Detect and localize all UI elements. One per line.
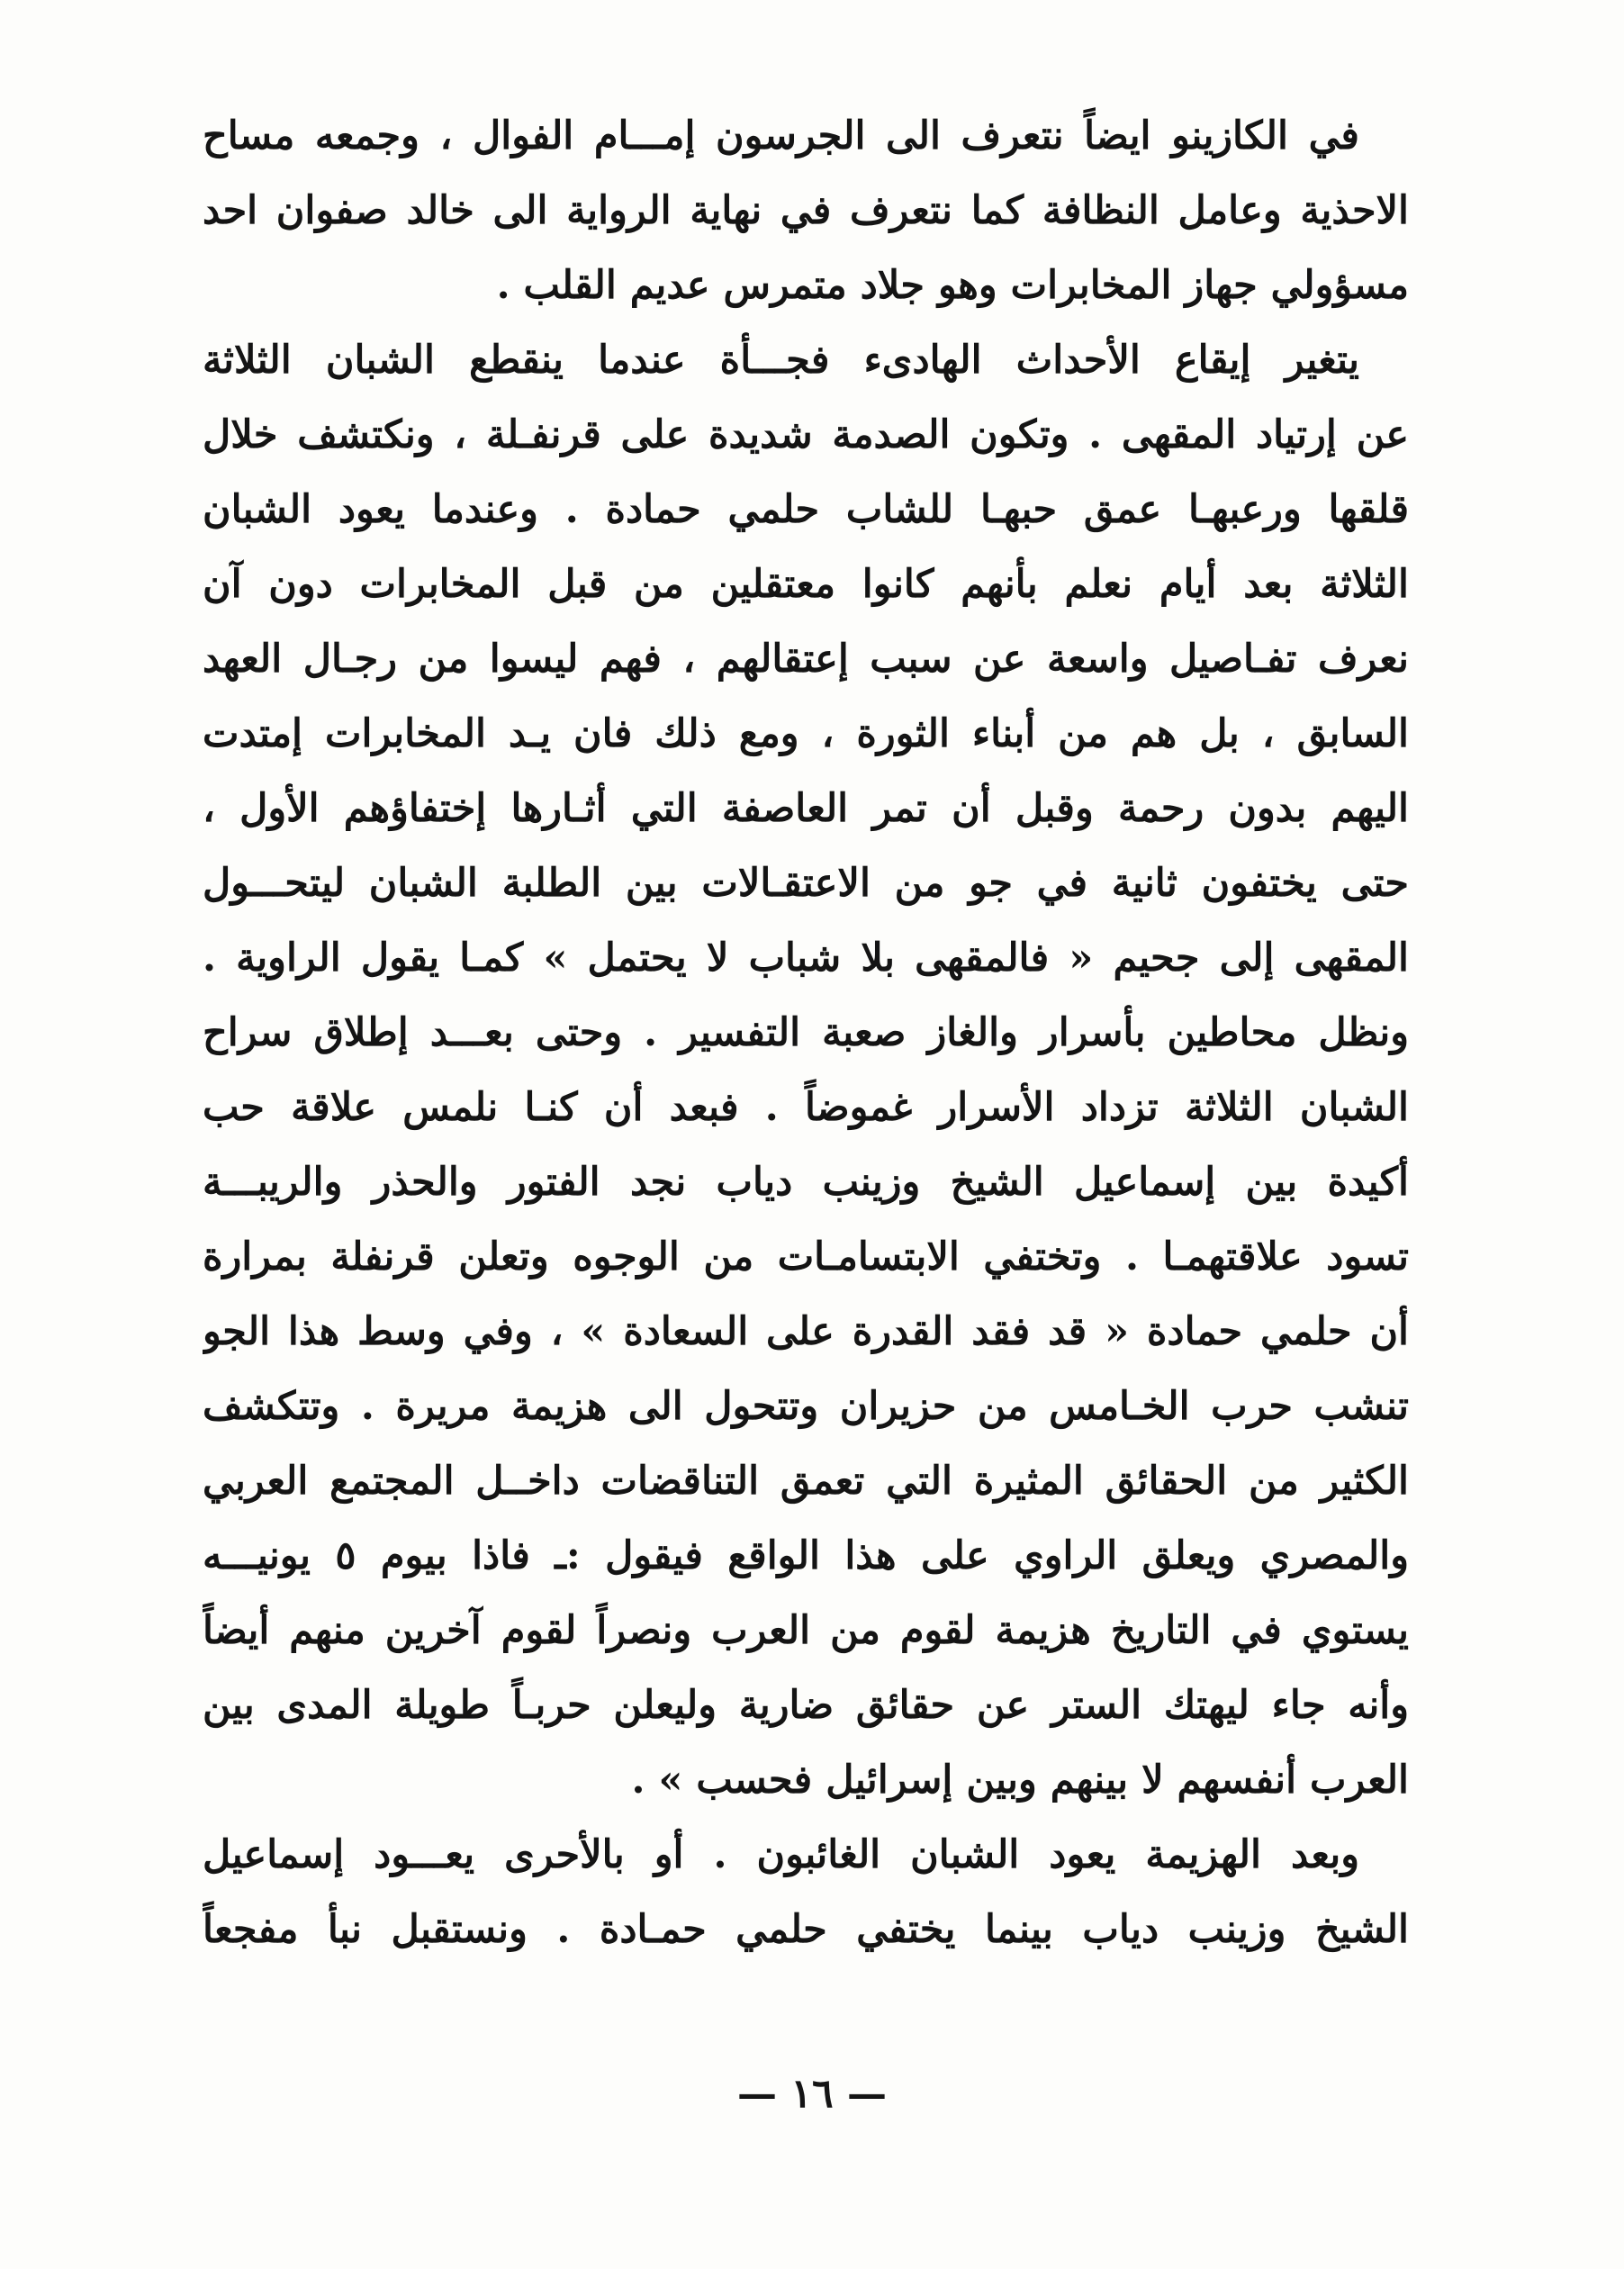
text-line: المقهى إلى جحيم « فالمقهى بلا شباب لا يحتمل » كمـا يقول الراوية .: [203, 936, 1409, 981]
text-line: الاحذية وعامل النظافة كما نتعرف في نهاية الرواية الى خالد صفوان احد: [203, 188, 1409, 233]
text-line: يتغير إيقاع الأحداث الهادىء فجـــأة عندما ينقطع الشبان الثلاثة: [203, 338, 1359, 383]
text-line: نعرف تفـاصيل واسعة عن سبب إعتقالهم ، فهم ليسوا من رجـال العهد: [203, 637, 1409, 682]
text-line: يستوي في التاريخ هزيمة لقوم من العرب ونصراً لقوم آخرين منهم أيضاً: [203, 1608, 1409, 1653]
text-line: عن إرتياد المقهى . وتكون الصدمة شديدة على قرنفـلة ، ونكتشف خلال: [203, 412, 1409, 457]
text-line: الثلاثة بعد أيام نعلم بأنهم كانوا معتقلين من قبل المخابرات دون آن: [203, 562, 1409, 607]
page-number: — ١٦ —: [737, 2071, 887, 2117]
text-line: تسود علاقتهمـا . وتختفي الابتسامـات من الوجوه وتعلن قرنفلة بمرارة: [203, 1234, 1409, 1279]
text-line: وأنه جاء ليهتك الستر عن حقائق ضارية وليعلن حربـاً طويلة المدى بين: [203, 1683, 1409, 1728]
text-line: السابق ، بل هم من أبناء الثورة ، ومع ذلك فان يـد المخابرات إمتدت: [203, 711, 1409, 756]
text-line: قلقها ورعبهـا عمق حبهـا للشاب حلمي حمادة . وعندما يعود الشبان: [203, 487, 1409, 532]
text-line: حتى يختفون ثانية في جو من الاعتقـالات بين الطلبة الشبان ليتحـــول: [203, 861, 1409, 906]
text-line: مسؤولي جهاز المخابرات وهو جلاد متمرس عديم القلب .: [496, 263, 1409, 308]
text-line: في الكازينو ايضاً نتعرف الى الجرسون إمـــام الفوال ، وجمعه مساح: [203, 113, 1359, 158]
text-line: الكثير من الحقائق المثيرة التي تعمق التناقضات داخــل المجتمع العربي: [203, 1459, 1409, 1504]
text-line: اليهم بدون رحمة وقبل أن تمر العاصفة التي أثـارها إختفاؤهم الأول ،: [203, 786, 1409, 831]
text-line: الشبان الثلاثة تزداد الأسرار غموضاً . فبعد أن كنـا نلمس علاقة حب: [203, 1085, 1409, 1130]
paragraph-2: [203, 323, 1409, 1818]
text-line: وبعد الهزيمة يعود الشبان الغائبون . أو بالأحرى يعـــود إسماعيل: [203, 1832, 1359, 1877]
text-line: أكيدة بين إسماعيل الشيخ وزينب دياب نجد الفتور والحذر والريبـــة: [203, 1160, 1409, 1205]
text-line: الشيخ وزينب دياب بينما يختفي حلمي حمـادة . ونستقبل نبأ مفجعاً: [203, 1907, 1409, 1952]
text-line: ونظل محاطين بأسرار والغاز صعبة التفسير . وحتى بعـــد إطلاق سراح: [203, 1010, 1409, 1055]
text-line: والمصري ويعلق الراوي على هذا الواقع فيقول :ـ فاذا بيوم ٥ يونيـــه: [203, 1533, 1409, 1578]
paragraph-1: [203, 99, 1409, 323]
text-line: أن حلمي حمادة « قد فقد القدرة على السعادة » ، وفي وسط هذا الجو: [203, 1309, 1409, 1354]
text-line: العرب أنفسهم لا بينهم وبين إسرائيل فحسب » .: [631, 1758, 1409, 1803]
text-line: تنشب حرب الخـامس من حزيران وتتحول الى هزيمة مريرة . وتتكشف: [203, 1384, 1409, 1429]
paragraph-3: [203, 1818, 1409, 1967]
body-text: [203, 99, 1409, 1967]
